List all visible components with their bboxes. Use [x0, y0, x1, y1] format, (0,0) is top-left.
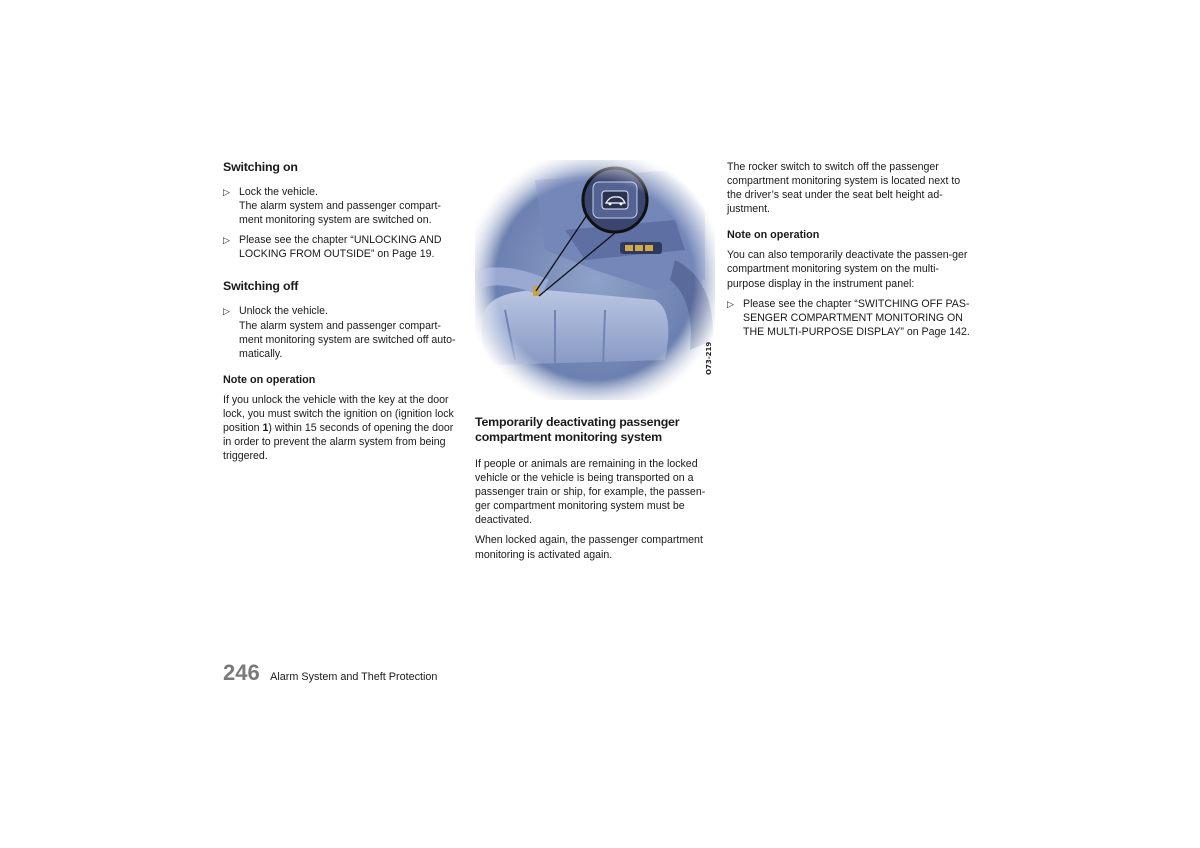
paragraph-deactivation: If people or animals are remaining in the locked vehicle or the vehicle is being transported on a passenger train or ship, for example, the passen-ger compartment monitoring system must be deactivated.	[475, 458, 706, 527]
step-text: Please see the chapter “SWITCHING OFF PAS-SENGER COMPARTMENT MONITORING ON THE MULTI-PURPOSE DISPLAY” on Page 142.	[743, 297, 970, 338]
column-left	[223, 160, 463, 469]
note-title: Note on operation	[727, 229, 820, 242]
page-number: 246	[223, 660, 260, 685]
section-title: Alarm System and Theft Protection	[270, 671, 438, 683]
paragraph-rocker-switch: The rocker switch to switch off the passenger compartment monitoring system is located next to the driver’s seat under the seat belt height ad-justment.	[727, 161, 961, 216]
step-unlock-vehicle	[223, 304, 463, 360]
step-text: Please see the chapter “UNLOCKING AND LOCKING FROM OUTSIDE” on Page 19.	[239, 234, 442, 261]
step-see-chapter-multipurpose	[727, 297, 972, 339]
note-text: You can also temporarily deactivate the passen-ger compartment monitoring system on the multi-purpose display in the instrument panel:	[727, 249, 968, 290]
paragraph-reactivation: When locked again, the passenger compartment monitoring is activated again.	[475, 534, 703, 561]
step-result: The alarm system and passenger compart-ment monitoring system are switched on.	[239, 200, 441, 227]
heading-temporarily-deactivating: Temporarily deactivating passenger compartment monitoring system	[475, 415, 680, 444]
heading-switching-off: Switching off	[223, 279, 299, 294]
heading-switching-on: Switching on	[223, 160, 298, 174]
note-text: If you unlock the vehicle with the key at the door lock, you must switch the ignition on (ignition lock position 1) within 15 seconds of opening the door in order to prevent the alarm system from being triggered.	[223, 393, 454, 463]
column-right	[727, 160, 972, 345]
step-arrow-icon: ▷	[223, 306, 230, 317]
column-middle	[475, 415, 715, 568]
step-see-chapter-unlocking	[223, 233, 463, 261]
step-lock-vehicle	[223, 185, 463, 227]
step-arrow-icon: ▷	[727, 298, 734, 309]
step-text: Unlock the vehicle.	[239, 305, 328, 318]
page-footer	[223, 660, 437, 690]
figure-code: O73-219	[705, 341, 713, 375]
step-arrow-icon: ▷	[223, 187, 230, 197]
step-arrow-icon: ▷	[223, 235, 230, 246]
step-result: The alarm system and passenger compart-ment monitoring system are switched off auto-matically.	[239, 319, 456, 360]
seat-switch-illustration	[475, 160, 715, 400]
step-text: Lock the vehicle.	[239, 186, 318, 198]
figure-seat-switch	[475, 160, 715, 400]
note-title: Note on operation	[223, 373, 316, 386]
